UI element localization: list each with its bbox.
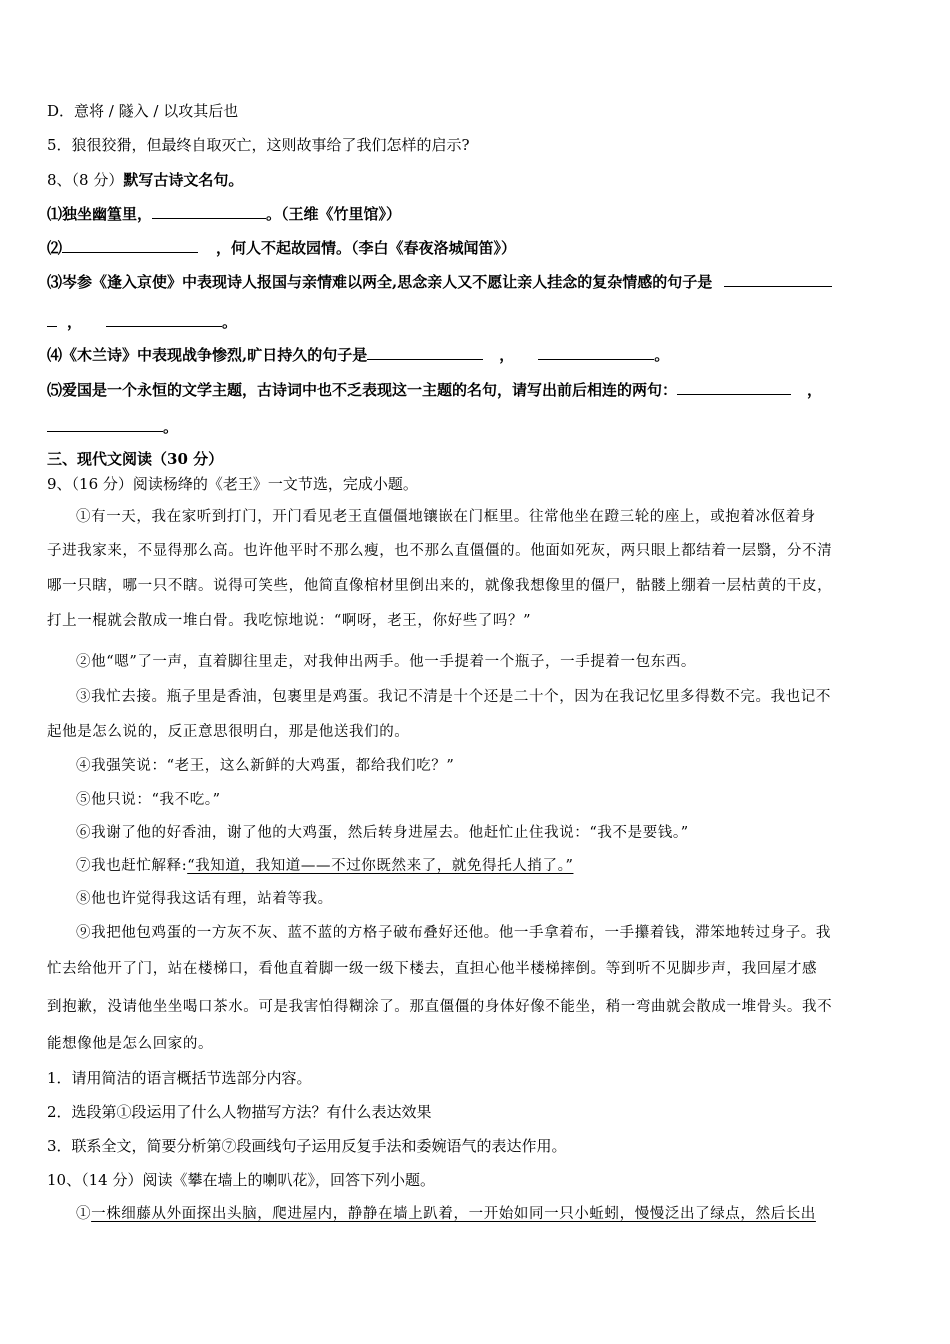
question-8-heading: [47, 169, 243, 191]
question-10: 10、（14 分）阅读《攀在墙上的喇叭花》，回答下列小题。: [47, 1171, 435, 1189]
answer-blank[interactable]: [724, 272, 832, 287]
q10-paragraph-1-underlined: 一株细藤从外面探出头脑，爬进屋内，静静在墙上趴着，一开始如同一只小蚯蚓，慢慢泛出了绿点，然后长出: [91, 1206, 816, 1222]
paragraph-7-lead: ⑦我也赶忙解释:: [76, 858, 188, 874]
paragraph-1-line-1: ①有一天，我在家听到打门，开门看见老王直僵僵地镶嵌在门框里。往常他坐在蹬三轮的座上，或抱着冰伛着身: [76, 509, 816, 525]
q8-item-4-text-c: 。: [654, 346, 670, 364]
q8-item-1: [47, 203, 401, 225]
q10-paragraph-1-marker: ①: [76, 1206, 92, 1222]
sub-question-1: 1．请用简洁的语言概括节选部分内容。: [47, 1069, 312, 1087]
paragraph-9-line-1: ⑨我把他包鸡蛋的一方灰不灰、蓝不蓝的方格子破布叠好还他。他一手拿着布，一手攥着钱，滞笨地转过身子。我: [76, 925, 831, 941]
paragraph-5: ⑤他只说：“我不吃。”: [76, 792, 221, 808]
paragraph-6: ⑥我谢了他的好香油，谢了他的大鸡蛋，然后转身进屋去。他赶忙止住我说：“我不是要钱。”: [76, 825, 689, 841]
paragraph-9-line-4: 能想像他是怎么回家的。: [47, 1036, 214, 1052]
question-8-number: 8、（8 分）: [47, 171, 124, 189]
paragraph-9-line-3: 到抱歉，没请他坐坐喝口茶水。可是我害怕得糊涂了。那直僵僵的身体好像不能坐，稍一弯曲就会散成一堆骨头。我不: [47, 999, 833, 1015]
paragraph-2: ②他“嗯”了一声，直着脚往里走，对我伸出两手。他一手提着一个瓶子，一手提着一包东西。: [76, 654, 697, 670]
q8-item-3-text-a: ⑶岑参《逢入京使》中表现诗人报国与亲情难以两全,思念亲人又不愿让亲人挂念的复杂情感的句子是: [47, 273, 713, 291]
paragraph-7-underlined-sentence: “我知道，我知道——不过你既然来了，就免得托人捎了。”: [187, 858, 574, 874]
paragraph-4: ④我强笑说：“老王，这么新鲜的大鸡蛋，都给我们吃？”: [76, 758, 455, 774]
answer-blank[interactable]: [47, 312, 57, 327]
answer-blank[interactable]: [152, 204, 266, 219]
q8-item-3-text-c: 。: [222, 313, 238, 331]
q8-item-4: [47, 344, 669, 366]
paragraph-9-line-2: 忙去给他开了门，站在楼梯口，看他直着脚一级一级下楼去，直担心他半楼梯摔倒。等到听不见脚步声，我回屋才感: [47, 961, 818, 977]
answer-blank[interactable]: [538, 345, 654, 360]
question-9: 9、（16 分）阅读杨绛的《老王》一文节选，完成小题。: [47, 475, 418, 493]
q8-item-2-text-a: ⑵: [47, 239, 63, 257]
sub-question-3: 3．联系全文，简要分析第⑦段画线句子运用反复手法和委婉语气的表达作用。: [47, 1137, 567, 1155]
q8-item-5-text-a: ⑸爱国是一个永恒的文学主题，古诗词中也不乏表现这一主题的名句，请写出前后相连的两句：: [47, 381, 678, 399]
answer-blank[interactable]: [677, 380, 791, 395]
q8-item-5-cont: [47, 416, 178, 438]
q8-item-5: [47, 379, 822, 401]
question-5: 5．狼很狡猾，但最终自取灭亡，这则故事给了我们怎样的启示?: [47, 136, 470, 154]
answer-blank[interactable]: [367, 345, 483, 360]
paragraph-1-line-2: 子进我家来，不显得那么高。也许他平时不那么瘦，也不那么直僵僵的。他面如死灰，两只眼上都结着一层翳，分不清: [47, 543, 833, 559]
q8-item-3-cont: [47, 311, 237, 333]
question-8-title: 默写古诗文名句。: [123, 171, 244, 189]
paragraph-3-line-2: 起他是怎么说的，反正意思很明白，那是他送我们的。: [47, 724, 410, 740]
q4-option-d: D．意将 / 隧入 / 以攻其后也: [47, 102, 239, 120]
q8-item-3: [47, 271, 832, 293]
paragraph-1-line-3: 哪一只瞎，哪一只不瞎。说得可笑些，他简直像棺材里倒出来的，就像我想像里的僵尸，骷髅上绷着一层枯黄的干皮，: [47, 578, 833, 594]
q8-item-1-text-b: 。（王维《竹里馆》）: [266, 205, 402, 223]
sub-question-2: 2．选段第①段运用了什么人物描写方法？有什么表达效果: [47, 1103, 432, 1121]
paragraph-7: [76, 855, 573, 877]
q8-item-2-text-b: ，何人不起故园情。（李白《春夜洛城闻笛》）: [216, 239, 517, 257]
q10-paragraph-1-line-1: [76, 1203, 816, 1225]
q8-item-5-text-c: 。: [163, 418, 179, 436]
q8-item-5-text-b: ，: [807, 381, 823, 399]
answer-blank[interactable]: [106, 312, 222, 327]
q8-item-1-text-a: ⑴独坐幽篁里，: [47, 205, 153, 223]
q8-item-4-text-b: ，: [499, 346, 515, 364]
answer-blank[interactable]: [47, 417, 163, 432]
q8-item-3-text-b: ，: [67, 313, 83, 331]
q8-item-4-text-a: ⑷《木兰诗》中表现战争惨烈,旷日持久的句子是: [47, 346, 368, 364]
paragraph-1-line-4: 打上一棍就会散成一堆白骨。我吃惊地说：“啊呀，老王，你好些了吗？”: [47, 613, 532, 629]
paragraph-8: ⑧他也许觉得我这话有理，站着等我。: [76, 891, 333, 907]
q8-item-2: [47, 237, 516, 259]
answer-blank[interactable]: [62, 238, 198, 253]
section-3-heading: 三、现代文阅读（30 分）: [47, 450, 224, 468]
paragraph-3-line-1: ③我忙去接。瓶子里是香油，包裹里是鸡蛋。我记不清是十个还是二十个，因为在我记忆里多得数不完。我也记不: [76, 689, 831, 705]
